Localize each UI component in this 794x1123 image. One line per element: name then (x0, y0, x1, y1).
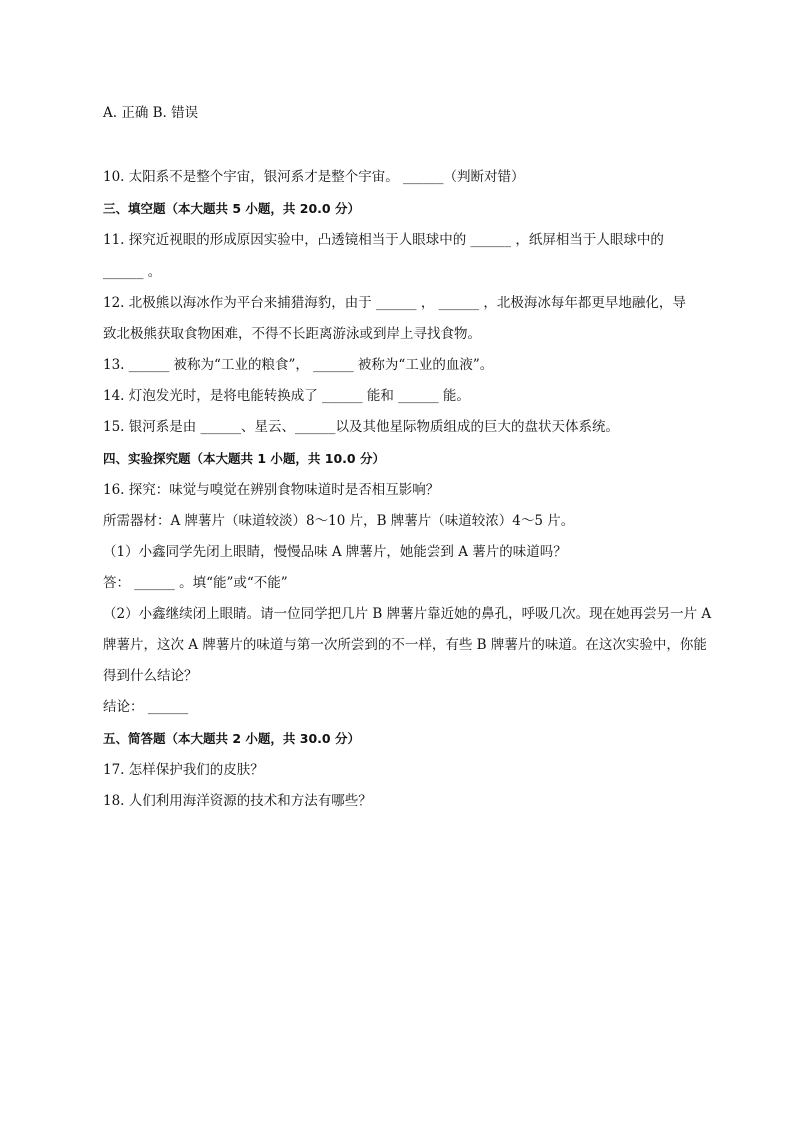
section-heading-short-answer: 五、简答题（本大题共 2 小题，共 30.0 分） (103, 731, 360, 746)
section-heading-fill-in: 三、填空题（本大题共 5 小题，共 20.0 分） (103, 201, 360, 216)
question-18: 18. 人们利用海洋资源的技术和方法有哪些？ (103, 793, 372, 809)
question-16-part-2-line-3: 得到什么结论？ (103, 668, 198, 684)
q9-options: A. 正确 B. 错误 (103, 105, 199, 121)
question-11-line-2: ______ 。 (103, 264, 162, 280)
question-17: 17. 怎样保护我们的皮肤？ (103, 762, 264, 778)
question-12-line-2: 致北极熊获取食物困难，不得不长距离游泳或到岸上寻找食物。 (103, 326, 481, 342)
question-10: 10. 太阳系不是整个宇宙，银河系才是整个宇宙。 ______（判断对错） (103, 169, 525, 185)
question-13: 13. ______ 被称为“工业的粮食”， ______ 被称为“工业的血液”。 (103, 357, 494, 373)
question-16-title: 16. 探究：味觉与嗅觉在辨别食物味道时是否相互影响？ (103, 482, 440, 498)
question-16-part-2-line-1: （2）小鑫继续闭上眼睛。请一位同学把几片 B 牌薯片靠近她的鼻孔，呼吸几次。现在她再尝另一片 A (103, 606, 712, 622)
question-11-line-1: 11. 探究近视眼的形成原因实验中，凸透镜相当于人眼球中的 ______ ，纸屏相当于人眼球中的 (103, 232, 664, 248)
question-14: 14. 灯泡发光时，是将电能转换成了 ______ 能和 ______ 能。 (103, 388, 470, 404)
question-16-answer-1: 答： ______ 。填“能”或“不能” (103, 575, 288, 591)
question-16-part-1: （1）小鑫同学先闭上眼睛，慢慢品味 A 牌薯片，她能尝到 A 薯片的味道吗？ (103, 544, 567, 560)
section-heading-experiment: 四、实验探究题（本大题共 1 小题，共 10.0 分） (103, 451, 385, 466)
question-12-line-1: 12. 北极熊以海冰作为平台来捕猎海豹，由于 ______ ， ______ ，北极海冰每年都更早地融化，导 (103, 295, 686, 311)
question-16-conclusion: 结论： ______ (103, 699, 189, 715)
question-16-materials: 所需器材：A 牌薯片（味道较淡）8～10 片，B 牌薯片（味道较浓）4～5 片。 (103, 513, 575, 529)
question-15: 15. 银河系是由 ______、星云、______以及其他星际物质组成的巨大的盘状天体系统。 (103, 419, 620, 435)
question-16-part-2-line-2: 牌薯片，这次 A 牌薯片的味道与第一次所尝到的不一样，有些 B 牌薯片的味道。在这次实验中，你能 (103, 637, 707, 653)
